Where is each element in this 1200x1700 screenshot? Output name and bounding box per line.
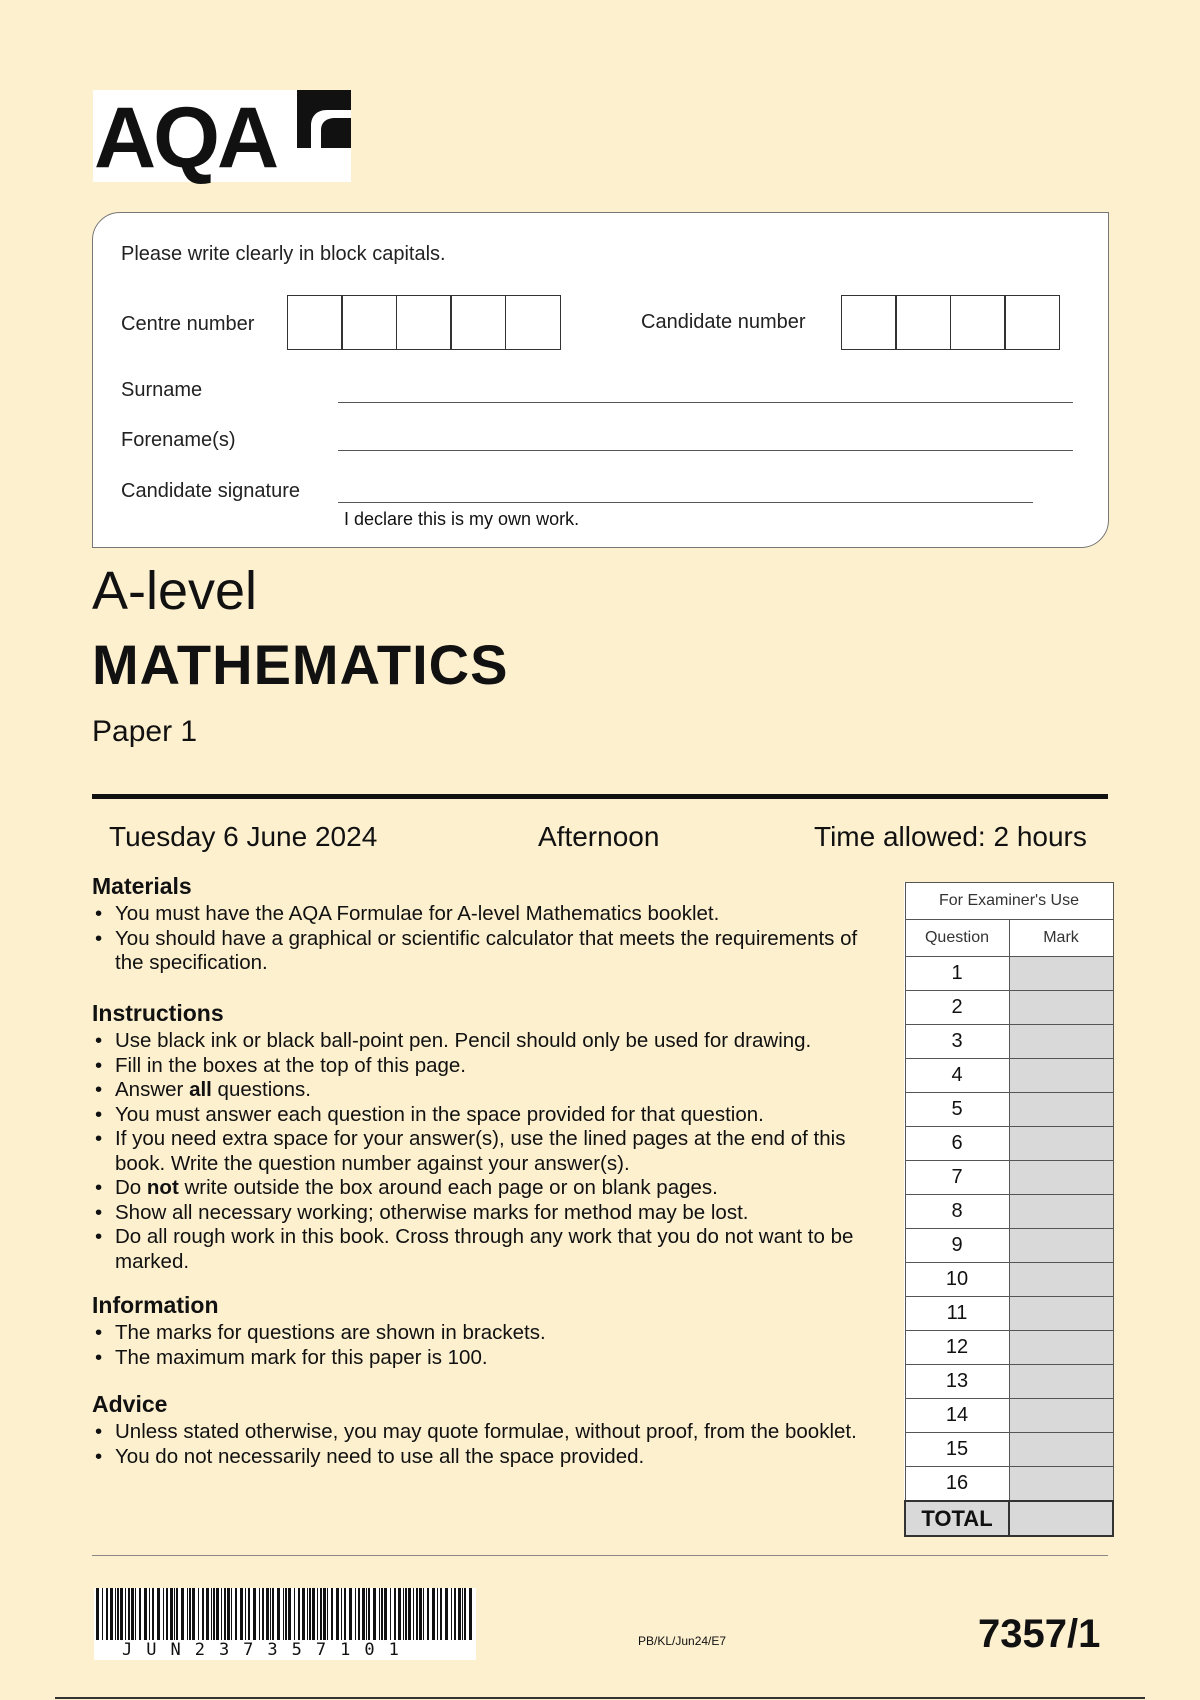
mark-cell[interactable] bbox=[1009, 1263, 1113, 1297]
candidate-digit-box[interactable] bbox=[895, 295, 951, 350]
mark-cell[interactable] bbox=[1009, 1059, 1113, 1093]
candidate-digit-box[interactable] bbox=[1004, 295, 1060, 350]
question-number-cell: 8 bbox=[905, 1195, 1009, 1229]
examiner-row bbox=[905, 1365, 1113, 1399]
centre-digit-box[interactable] bbox=[396, 295, 452, 350]
examiner-row bbox=[905, 1229, 1113, 1263]
declaration-text: I declare this is my own work. bbox=[344, 509, 580, 529]
question-number-cell: 1 bbox=[905, 957, 1009, 991]
question-column-header: Question bbox=[905, 920, 1009, 957]
list-item: • You must answer each question in the space provided for that question. bbox=[92, 1103, 882, 1128]
candidate-number-boxes[interactable] bbox=[842, 295, 1060, 350]
materials-section bbox=[92, 873, 882, 976]
list-item: • Do not write outside the box around each page or on blank pages. bbox=[92, 1176, 882, 1201]
forenames-field[interactable] bbox=[338, 450, 1073, 451]
centre-digit-box[interactable] bbox=[450, 295, 506, 350]
mark-cell[interactable] bbox=[1009, 1161, 1113, 1195]
exam-session: Afternoon bbox=[538, 821, 660, 852]
mark-cell[interactable] bbox=[1009, 1195, 1113, 1229]
paper-number: Paper 1 bbox=[92, 715, 198, 748]
question-number-cell: 5 bbox=[905, 1093, 1009, 1127]
advice-heading: Advice bbox=[92, 1391, 168, 1417]
mark-cell[interactable] bbox=[1009, 1127, 1113, 1161]
total-label: TOTAL bbox=[905, 1501, 1009, 1536]
total-row bbox=[905, 1501, 1113, 1536]
candidate-digit-box[interactable] bbox=[950, 295, 1006, 350]
paper-reference: PB/KL/Jun24/E7 bbox=[638, 1634, 727, 1648]
signature-field[interactable] bbox=[338, 502, 1033, 503]
mark-cell[interactable] bbox=[1009, 1093, 1113, 1127]
mark-cell[interactable] bbox=[1009, 991, 1113, 1025]
advice-list bbox=[92, 1420, 882, 1469]
mark-cell[interactable] bbox=[1009, 1297, 1113, 1331]
examiner-table-title: For Examiner's Use bbox=[905, 883, 1113, 920]
question-number-cell: 2 bbox=[905, 991, 1009, 1025]
materials-heading: Materials bbox=[92, 873, 192, 899]
title-divider bbox=[92, 794, 1108, 799]
examiner-row bbox=[905, 1263, 1113, 1297]
candidate-digit-box[interactable] bbox=[841, 295, 897, 350]
mark-cell[interactable] bbox=[1009, 1229, 1113, 1263]
question-number-cell: 7 bbox=[905, 1161, 1009, 1195]
surname-field[interactable] bbox=[338, 402, 1073, 403]
list-item: • Fill in the boxes at the top of this page. bbox=[92, 1054, 882, 1079]
forenames-label: Forename(s) bbox=[121, 429, 236, 451]
question-number-cell: 4 bbox=[905, 1059, 1009, 1093]
list-item: • You must have the AQA Formulae for A-level Mathematics booklet. bbox=[92, 902, 882, 927]
examiner-row bbox=[905, 1331, 1113, 1365]
examiner-row bbox=[905, 1093, 1113, 1127]
examiner-row bbox=[905, 1127, 1113, 1161]
question-number-cell: 3 bbox=[905, 1025, 1009, 1059]
examiner-row bbox=[905, 1297, 1113, 1331]
centre-number-label: Centre number bbox=[121, 313, 255, 335]
candidate-details-box bbox=[92, 212, 1109, 548]
qualification-level: A-level bbox=[92, 561, 258, 621]
question-number-cell: 12 bbox=[905, 1331, 1009, 1365]
mark-cell[interactable] bbox=[1009, 1433, 1113, 1467]
question-number-cell: 15 bbox=[905, 1433, 1009, 1467]
list-item: • Use black ink or black ball-point pen. Pencil should only be used for drawing. bbox=[92, 1029, 882, 1054]
mark-cell[interactable] bbox=[1009, 1399, 1113, 1433]
question-number-cell: 6 bbox=[905, 1127, 1009, 1161]
question-number-cell: 13 bbox=[905, 1365, 1009, 1399]
mark-column-header: Mark bbox=[1009, 920, 1113, 957]
mark-cell[interactable] bbox=[1009, 957, 1113, 991]
examiner-row bbox=[905, 1161, 1113, 1195]
mark-cell[interactable] bbox=[1009, 1467, 1113, 1502]
logo-mark-icon bbox=[297, 90, 351, 148]
list-item: • Answer all questions. bbox=[92, 1078, 882, 1103]
instructions-list bbox=[92, 1029, 882, 1274]
mark-cell[interactable] bbox=[1009, 1025, 1113, 1059]
page-bottom-rule bbox=[55, 1697, 1145, 1699]
examiner-row bbox=[905, 991, 1113, 1025]
total-mark-cell[interactable] bbox=[1009, 1501, 1113, 1536]
subject-title: MATHEMATICS bbox=[92, 633, 509, 696]
centre-number-boxes[interactable] bbox=[288, 295, 561, 350]
candidate-number-label: Candidate number bbox=[641, 311, 806, 333]
mark-cell[interactable] bbox=[1009, 1331, 1113, 1365]
time-allowed: Time allowed: 2 hours bbox=[814, 821, 1087, 852]
question-number-cell: 16 bbox=[905, 1467, 1009, 1502]
signature-label: Candidate signature bbox=[121, 480, 301, 502]
materials-list bbox=[92, 902, 882, 976]
list-item: • If you need extra space for your answer(s), use the lined pages at the end of this book. Write the question number against your answer(s). bbox=[92, 1127, 882, 1176]
advice-section bbox=[92, 1391, 882, 1469]
examiner-row bbox=[905, 1399, 1113, 1433]
paper-code: 7357/1 bbox=[978, 1612, 1101, 1656]
mark-cell[interactable] bbox=[1009, 1365, 1113, 1399]
question-number-cell: 10 bbox=[905, 1263, 1009, 1297]
examiner-row bbox=[905, 1025, 1113, 1059]
information-heading: Information bbox=[92, 1292, 219, 1318]
aqa-logo bbox=[93, 90, 351, 186]
examiner-row bbox=[905, 1467, 1113, 1502]
block-capitals-instruction: Please write clearly in block capitals. bbox=[121, 243, 446, 265]
examiner-use-table bbox=[904, 882, 1114, 1537]
list-item: • Show all necessary working; otherwise marks for method may be lost. bbox=[92, 1201, 882, 1226]
centre-digit-box[interactable] bbox=[505, 295, 561, 350]
question-number-cell: 14 bbox=[905, 1399, 1009, 1433]
question-number-cell: 9 bbox=[905, 1229, 1009, 1263]
information-section bbox=[92, 1292, 882, 1370]
centre-digit-box[interactable] bbox=[287, 295, 343, 350]
list-item: • You should have a graphical or scientific calculator that meets the requirements of the specification. bbox=[92, 927, 882, 976]
examiner-row bbox=[905, 1433, 1113, 1467]
surname-label: Surname bbox=[121, 379, 203, 401]
list-item: • Do all rough work in this book. Cross through any work that you do not want to be marked. bbox=[92, 1225, 882, 1274]
examiner-row bbox=[905, 1059, 1113, 1093]
instructions-heading: Instructions bbox=[92, 1000, 224, 1026]
list-item: • The maximum mark for this paper is 100. bbox=[92, 1346, 882, 1371]
question-number-cell: 11 bbox=[905, 1297, 1009, 1331]
information-list bbox=[92, 1321, 882, 1370]
examiner-row bbox=[905, 1195, 1113, 1229]
logo-text: AQA bbox=[94, 90, 277, 186]
list-item: • Unless stated otherwise, you may quote formulae, without proof, from the booklet. bbox=[92, 1420, 882, 1445]
footer-divider bbox=[92, 1555, 1108, 1556]
list-item: • You do not necessarily need to use all the space provided. bbox=[92, 1445, 882, 1470]
exam-date: Tuesday 6 June 2024 bbox=[109, 821, 378, 852]
list-item: • The marks for questions are shown in brackets. bbox=[92, 1321, 882, 1346]
barcode-text: JUN237357101 bbox=[94, 1640, 476, 1660]
centre-digit-box[interactable] bbox=[341, 295, 397, 350]
barcode-bars-icon bbox=[94, 1588, 476, 1640]
examiner-row bbox=[905, 957, 1113, 991]
instructions-section bbox=[92, 1000, 882, 1274]
